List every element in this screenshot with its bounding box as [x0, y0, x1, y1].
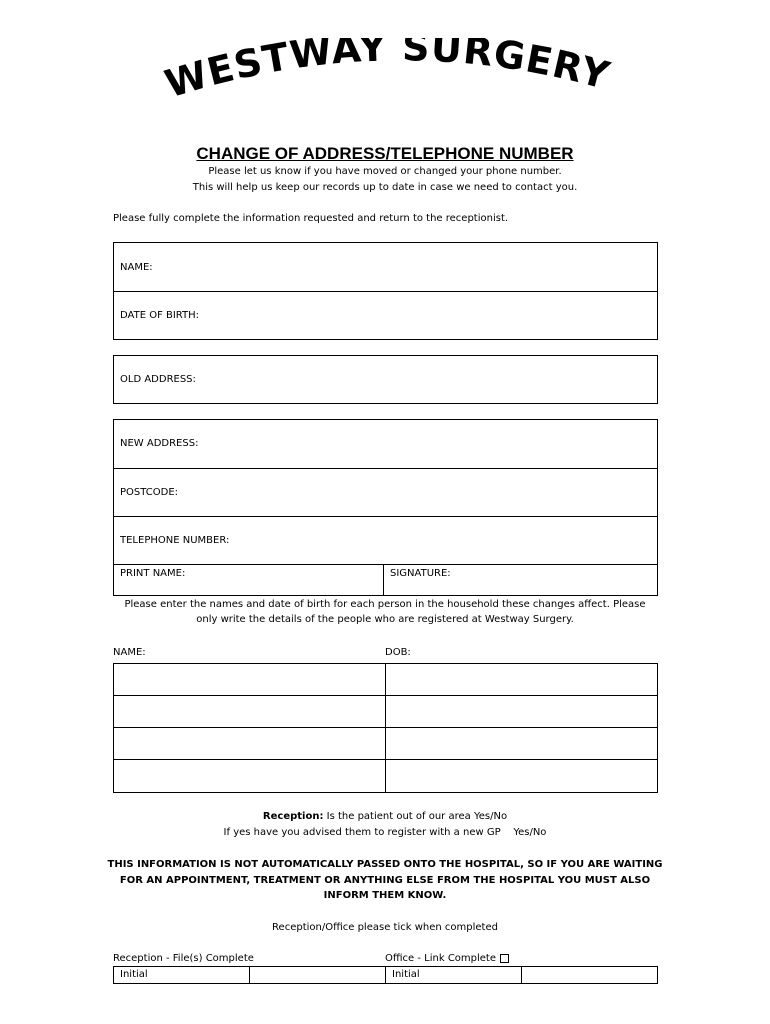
- svg-text:WESTWAY SURGERY: [160, 38, 615, 106]
- new-details-box: [113, 419, 658, 596]
- instruction-text: Please fully complete the information requested and return to the receptionist.: [113, 213, 509, 224]
- household-dob-cell[interactable]: [386, 664, 657, 696]
- office-complete-checkbox[interactable]: [500, 954, 509, 963]
- telephone-label: TELEPHONE NUMBER:: [120, 535, 230, 546]
- initial-left-label: Initial: [120, 969, 148, 980]
- initial-left-input[interactable]: [250, 967, 386, 983]
- print-name-field[interactable]: [114, 565, 384, 595]
- reception-label: Reception:: [262, 811, 324, 822]
- intro-line-1: Please let us know if you have moved or changed your phone number.: [208, 166, 562, 177]
- postcode-label: POSTCODE:: [120, 487, 179, 498]
- reception-complete-label: Reception - File(s) Complete: [113, 953, 254, 964]
- household-instruction-2: only write the details of the people who are registered at Westway Surgery.: [196, 614, 574, 625]
- print-sign-row: [114, 565, 657, 595]
- name-field[interactable]: [114, 243, 657, 292]
- household-name-cell[interactable]: [114, 664, 386, 696]
- new-address-label: NEW ADDRESS:: [120, 438, 199, 449]
- new-address-field[interactable]: [114, 420, 657, 469]
- tick-note: Reception/Office please tick when completed: [272, 922, 498, 933]
- logo-graphic: [150, 38, 620, 108]
- reception-question-2: If yes have you advised them to register with a new GP Yes/No: [223, 827, 547, 838]
- initial-right-input[interactable]: [522, 967, 657, 983]
- print-name-label: PRINT NAME:: [120, 568, 186, 579]
- intro-line-2: This will help us keep our records up to date in case we need to contact you.: [192, 182, 578, 193]
- household-name-cell[interactable]: [114, 696, 386, 728]
- page-title: CHANGE OF ADDRESS/TELEPHONE NUMBER: [196, 144, 574, 163]
- old-address-field[interactable]: [113, 355, 658, 404]
- signature-label: SIGNATURE:: [390, 568, 451, 579]
- reception-q1-text: Is the patient out of our area Yes/No: [326, 811, 508, 822]
- household-instruction-1: Please enter the names and date of birth for each person in the household these changes affect. Please: [124, 599, 646, 610]
- office-complete-label: Office - Link Complete: [385, 953, 497, 964]
- household-dob-cell[interactable]: [386, 696, 657, 728]
- warning-line-3: INFORM THEM KNOW.: [323, 890, 447, 901]
- household-name-header: NAME:: [113, 647, 146, 658]
- telephone-field[interactable]: [114, 517, 657, 565]
- household-name-cell[interactable]: [114, 728, 386, 760]
- office-complete-row: [385, 953, 509, 964]
- initial-right-cell: [386, 967, 522, 983]
- household-dob-cell[interactable]: [386, 728, 657, 760]
- household-name-cell[interactable]: [114, 760, 386, 792]
- signature-field[interactable]: [384, 565, 657, 595]
- household-dob-header: DOB:: [385, 647, 411, 658]
- dob-field[interactable]: [114, 292, 657, 339]
- warning-line-2: FOR AN APPOINTMENT, TREATMENT OR ANYTHING ELSE FROM THE HOSPITAL YOU MUST ALSO: [119, 875, 651, 886]
- household-dob-cell[interactable]: [386, 760, 657, 792]
- surgery-logo: [150, 38, 620, 108]
- initial-right-label: Initial: [392, 969, 420, 980]
- personal-details-box: [113, 242, 658, 340]
- dob-label: DATE OF BIRTH:: [120, 310, 200, 321]
- reception-question-1: [0, 811, 770, 822]
- old-address-label: OLD ADDRESS:: [120, 374, 196, 385]
- postcode-field[interactable]: [114, 469, 657, 517]
- initial-left-cell: [114, 967, 250, 983]
- name-label: NAME:: [120, 262, 153, 273]
- warning-line-1: THIS INFORMATION IS NOT AUTOMATICALLY PASSED ONTO THE HOSPITAL, SO IF YOU ARE WAITING: [107, 859, 663, 870]
- initials-table: [113, 966, 658, 984]
- logo-text: WESTWAY SURGERY: [159, 38, 615, 107]
- household-table: [113, 663, 658, 793]
